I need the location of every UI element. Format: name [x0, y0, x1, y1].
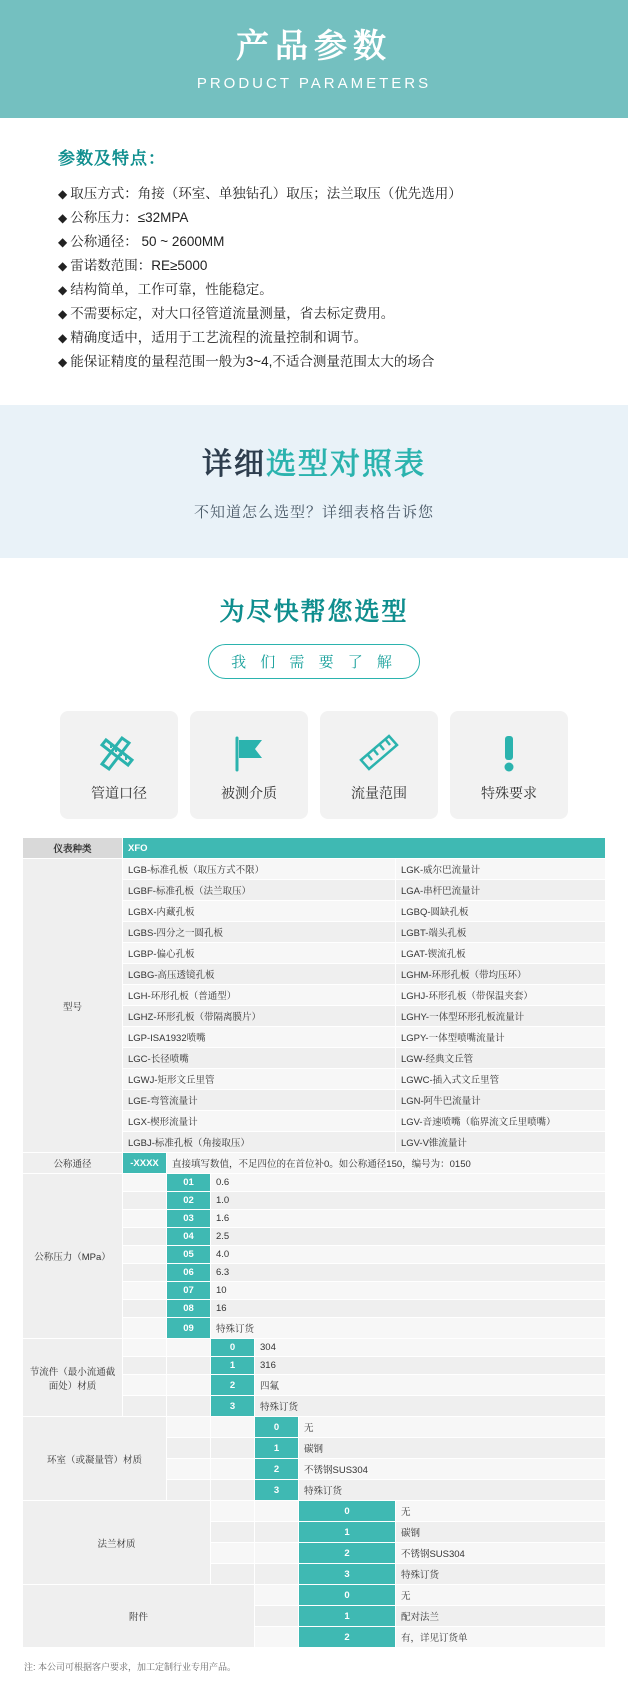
flange-code: 3 [299, 1564, 396, 1585]
requirement-card-flow-range [320, 711, 438, 819]
pressure-value: 1.0 [211, 1192, 606, 1210]
spec-table [22, 837, 606, 1648]
parameter-item [58, 279, 588, 301]
model-label: 型号 [23, 859, 123, 1153]
parameter-text: 取压方式：角接（环室、单独钻孔）取压；法兰取压（优先选用） [70, 186, 462, 201]
scale-ruler-icon [356, 727, 402, 779]
selection-help-title: 为尽快帮您选型 [219, 598, 409, 626]
model-cell: LGHY-一体型环形孔板流量计 [395, 1006, 605, 1027]
ring-value: 不锈钢SUS304 [299, 1459, 606, 1480]
model-cell: LGB-标准孔板（取压方式不限） [123, 859, 396, 880]
throttle-value: 304 [255, 1339, 606, 1357]
flange-value: 特殊订货 [395, 1564, 605, 1585]
table-footnote: 注: 本公司可根据客户要求，加工定制行业专用产品。 [24, 1662, 237, 1672]
pressure-value: 2.5 [211, 1228, 606, 1246]
model-cell: LGP-ISA1932喷嘴 [123, 1027, 396, 1048]
model-cell: LGPY-一体型喷嘴流量计 [395, 1027, 605, 1048]
pressure-code: 09 [167, 1318, 211, 1339]
pressure-code: 02 [167, 1192, 211, 1210]
parameters-title: 参数及特点： [58, 149, 166, 168]
accessory-value: 有，详见订货单 [395, 1627, 605, 1648]
model-cell: LGX-楔形流量计 [123, 1111, 396, 1132]
table-row [23, 859, 606, 880]
flange-code: 1 [299, 1522, 396, 1543]
requirement-card-pipe-diameter [60, 711, 178, 819]
selection-help-pill: 我 们 需 要 了 解 [208, 644, 420, 679]
table-row [23, 1417, 606, 1438]
ruler-pencil-icon [96, 727, 142, 779]
selection-chart-banner [0, 405, 628, 558]
accessory-code: 2 [299, 1627, 396, 1648]
flag-icon [226, 727, 272, 779]
ring-value: 特殊订货 [299, 1480, 606, 1501]
throttle-value: 四氟 [255, 1375, 606, 1396]
pressure-value: 16 [211, 1300, 606, 1318]
table-row [23, 1339, 606, 1357]
pressure-code: 07 [167, 1282, 211, 1300]
parameter-item [58, 255, 588, 277]
pressure-value: 6.3 [211, 1264, 606, 1282]
selection-help-section [0, 558, 628, 689]
diamond-bullet-icon: ◆ [58, 355, 68, 369]
table-row [23, 1174, 606, 1192]
requirement-cards [0, 711, 628, 819]
pressure-code: 05 [167, 1246, 211, 1264]
pressure-code: 06 [167, 1264, 211, 1282]
spec-table-wrapper [0, 819, 628, 1654]
parameter-item [58, 327, 588, 349]
diamond-bullet-icon: ◆ [58, 331, 68, 345]
model-cell: LGBJ-标准孔板（角接取压） [123, 1132, 396, 1153]
pressure-value: 1.6 [211, 1210, 606, 1228]
parameter-text: 结构简单，工作可靠，性能稳定。 [70, 282, 273, 297]
flange-value: 无 [395, 1501, 605, 1522]
model-cell: LGBP-偏心孔板 [123, 943, 396, 964]
ring-material-label: 环室（或凝量管）材质 [23, 1417, 167, 1501]
pressure-value: 4.0 [211, 1246, 606, 1264]
model-cell: LGBX-内藏孔板 [123, 901, 396, 922]
requirement-card-label: 管道口径 [91, 785, 147, 801]
accessory-code: 0 [299, 1585, 396, 1606]
pressure-code: 03 [167, 1210, 211, 1228]
flange-material-label: 法兰材质 [23, 1501, 211, 1585]
spec-header-value: XFO [123, 838, 606, 859]
model-cell: LGE-弯管流量计 [123, 1090, 396, 1111]
diamond-bullet-icon: ◆ [58, 259, 68, 273]
parameter-item [58, 351, 588, 373]
pressure-value: 10 [211, 1282, 606, 1300]
nominal-diameter-note: 直接填写数值，不足四位的在首位补0。如公称通径150，编号为：0150 [167, 1153, 606, 1174]
flange-value: 碳钢 [395, 1522, 605, 1543]
throttle-code: 1 [211, 1357, 255, 1375]
selection-chart-subtitle: 不知道怎么选型？详细表格告诉您 [193, 504, 434, 521]
table-row [23, 838, 606, 859]
model-cell: LGA-串杆巴流量计 [395, 880, 605, 901]
selection-chart-title-prefix: 详细 [202, 448, 266, 481]
model-cell: LGBT-端头孔板 [395, 922, 605, 943]
banner-title-cn: 产品参数 [236, 26, 392, 64]
model-cell: LGV-V锥流量计 [395, 1132, 605, 1153]
ring-code: 0 [255, 1417, 299, 1438]
requirement-card-label: 流量范围 [351, 785, 407, 801]
parameter-item [58, 207, 588, 229]
flange-value: 不锈钢SUS304 [395, 1543, 605, 1564]
parameter-text: 公称通径： 50 ~ 2600MM [70, 234, 225, 249]
pressure-value: 特殊订货 [211, 1318, 606, 1339]
parameter-item [58, 183, 588, 205]
throttle-material-label: 节流件（最小流通截面处）材质 [23, 1339, 123, 1417]
model-cell: LGHJ-环形孔板（带保温夹套） [395, 985, 605, 1006]
model-cell: LGW-经典文丘管 [395, 1048, 605, 1069]
parameter-item [58, 303, 588, 325]
table-row [23, 1501, 606, 1522]
model-cell: LGWJ-矩形文丘里管 [123, 1069, 396, 1090]
throttle-code: 3 [211, 1396, 255, 1417]
model-cell: LGC-长径喷嘴 [123, 1048, 396, 1069]
throttle-value: 特殊订货 [255, 1396, 606, 1417]
parameter-text: 公称压力：≤32MPA [70, 210, 189, 225]
parameters-section [0, 118, 628, 405]
ring-code: 3 [255, 1480, 299, 1501]
nominal-diameter-label: 公称通径 [23, 1153, 123, 1174]
parameter-text: 精确度适中，适用于工艺流程的流量控制和调节。 [70, 330, 368, 345]
pressure-code: 01 [167, 1174, 211, 1192]
parameter-text: 能保证精度的量程范围一般为3~4,不适合测量范围太大的场合 [70, 354, 435, 369]
nominal-diameter-code: -XXXX [123, 1153, 167, 1174]
model-cell: LGBF-标准孔板（法兰取压） [123, 880, 396, 901]
pressure-code: 08 [167, 1300, 211, 1318]
model-cell: LGH-环形孔板（普通型） [123, 985, 396, 1006]
diamond-bullet-icon: ◆ [58, 235, 68, 249]
exclamation-icon [486, 727, 532, 779]
requirement-card-label: 被测介质 [221, 785, 277, 801]
parameter-item [58, 231, 588, 253]
spec-header-label: 仪表种类 [23, 838, 123, 859]
requirement-card-medium [190, 711, 308, 819]
model-cell: LGK-威尔巴流量计 [395, 859, 605, 880]
pressure-value: 0.6 [211, 1174, 606, 1192]
header-banner [0, 0, 628, 118]
diamond-bullet-icon: ◆ [58, 211, 68, 225]
model-cell: LGHZ-环形孔板（带隔离膜片） [123, 1006, 396, 1027]
ring-value: 无 [299, 1417, 606, 1438]
pressure-code: 04 [167, 1228, 211, 1246]
diamond-bullet-icon: ◆ [58, 283, 68, 297]
requirement-card-special [450, 711, 568, 819]
selection-chart-title [0, 439, 628, 483]
throttle-code: 0 [211, 1339, 255, 1357]
model-cell: LGBG-高压透镜孔板 [123, 964, 396, 985]
throttle-value: 316 [255, 1357, 606, 1375]
flange-code: 2 [299, 1543, 396, 1564]
model-cell: LGBS-四分之一圆孔板 [123, 922, 396, 943]
accessory-code: 1 [299, 1606, 396, 1627]
ring-code: 1 [255, 1438, 299, 1459]
table-row [23, 1153, 606, 1174]
model-cell: LGBQ-圆缺孔板 [395, 901, 605, 922]
diamond-bullet-icon: ◆ [58, 307, 68, 321]
accessory-value: 无 [395, 1585, 605, 1606]
banner-title-en: PRODUCT PARAMETERS [196, 75, 432, 93]
diamond-bullet-icon: ◆ [58, 187, 68, 201]
ring-value: 碳钢 [299, 1438, 606, 1459]
model-cell: LGN-阿牛巴流量计 [395, 1090, 605, 1111]
ring-code: 2 [255, 1459, 299, 1480]
flange-code: 0 [299, 1501, 396, 1522]
table-row [23, 1585, 606, 1606]
requirement-card-label: 特殊要求 [481, 785, 537, 801]
selection-chart-title-highlight: 选型对照表 [266, 448, 426, 481]
model-cell: LGV-音速喷嘴（临界流文丘里喷嘴） [395, 1111, 605, 1132]
throttle-code: 2 [211, 1375, 255, 1396]
accessory-value: 配对法兰 [395, 1606, 605, 1627]
accessory-label: 附件 [23, 1585, 255, 1648]
model-cell: LGAT-锲流孔板 [395, 943, 605, 964]
model-cell: LGWC-插入式文丘里管 [395, 1069, 605, 1090]
nominal-pressure-label: 公称压力（MPa） [23, 1174, 123, 1339]
model-cell: LGHM-环形孔板（带均压环） [395, 964, 605, 985]
parameter-text: 不需要标定，对大口径管道流量测量，省去标定费用。 [70, 306, 395, 321]
parameter-text: 雷诺数范围：RE≥5000 [70, 258, 208, 273]
